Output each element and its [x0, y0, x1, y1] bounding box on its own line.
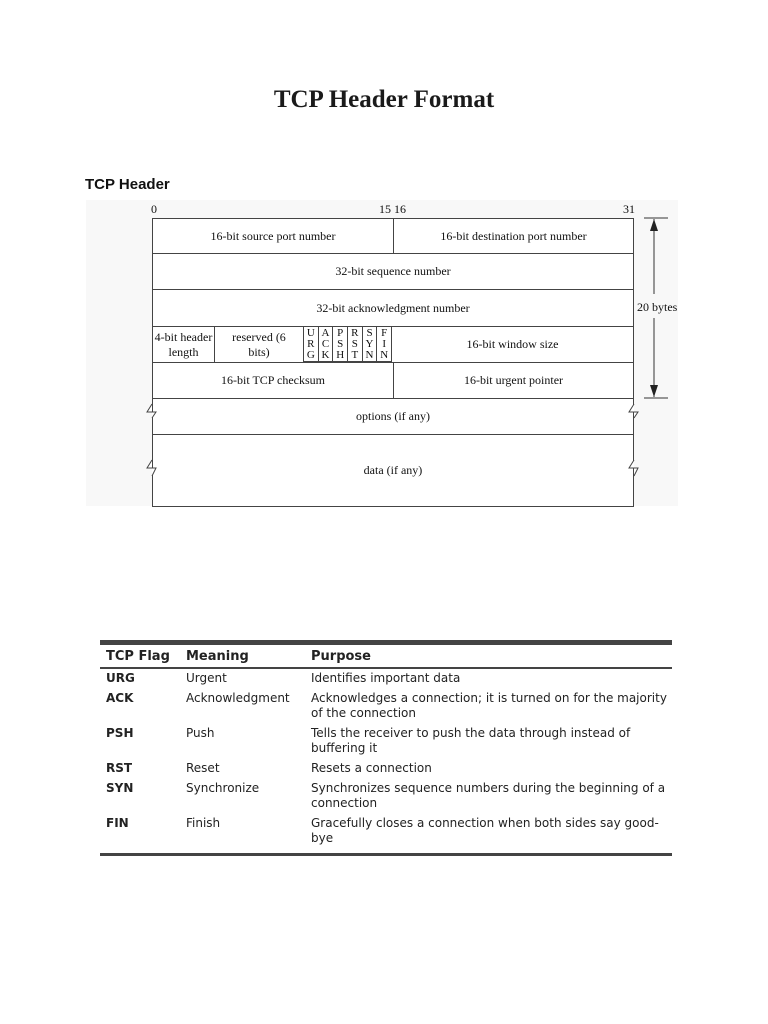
- window-size-field: [391, 326, 634, 363]
- sequence-label: 32-bit sequence number: [335, 264, 451, 278]
- checksum-label: 16-bit TCP checksum: [221, 373, 325, 387]
- table-row: [100, 724, 672, 759]
- table-row: [100, 689, 672, 724]
- flag-psh: P S H: [332, 327, 347, 361]
- table-row: [100, 814, 672, 849]
- flag-urg: U R G: [303, 327, 318, 361]
- header-meaning: Meaning: [186, 649, 249, 664]
- flags-group: [303, 326, 392, 362]
- reserved-label: reserved (6 bits): [232, 329, 286, 359]
- sequence-field: [152, 253, 634, 290]
- cell-meaning: Acknowledgment: [186, 691, 290, 705]
- header-purpose: Purpose: [311, 649, 371, 664]
- ack-number-field: [152, 289, 634, 327]
- source-port-label: 16-bit source port number: [210, 228, 336, 243]
- cell-purpose: Identifies important data: [311, 671, 461, 685]
- tcp-flags-table: [100, 640, 672, 856]
- section-label: TCP Header: [85, 176, 170, 193]
- cell-flag: ACK: [106, 691, 134, 705]
- flag-syn: S Y N: [362, 327, 377, 361]
- source-port-field: [152, 218, 394, 254]
- cell-meaning: Finish: [186, 816, 221, 830]
- bit-label-mid: 15 16: [379, 202, 406, 216]
- reserved-field: [214, 326, 304, 363]
- left-break-marks: [144, 402, 160, 482]
- flag-fin: F I N: [376, 327, 392, 361]
- data-field: [152, 434, 634, 507]
- cell-purpose: Gracefully closes a connection when both sides say good-bye: [311, 816, 659, 845]
- table-header: [100, 645, 672, 669]
- dest-port-label: 16-bit destination port number: [440, 228, 587, 243]
- cell-purpose: Resets a connection: [311, 761, 432, 775]
- cell-meaning: Synchronize: [186, 781, 260, 795]
- flag-ack: A C K: [318, 327, 333, 361]
- urgent-pointer-field: [393, 362, 634, 399]
- right-break-marks: [626, 402, 642, 482]
- size-label: 20 bytes: [637, 300, 678, 314]
- options-label: options (if any): [356, 409, 430, 423]
- cell-flag: PSH: [106, 726, 134, 740]
- flag-rst: R S T: [347, 327, 362, 361]
- urgent-pointer-label: 16-bit urgent pointer: [463, 373, 564, 387]
- header-flag: TCP Flag: [106, 649, 170, 664]
- header-length-field: [152, 326, 215, 363]
- cell-purpose: Acknowledges a connection; it is turned on for the majority of the connection: [311, 691, 667, 720]
- cell-flag: SYN: [106, 781, 134, 795]
- cell-flag: FIN: [106, 816, 129, 830]
- header-length-label: 4-bit header length: [154, 329, 213, 359]
- bit-label-end: 31: [623, 202, 635, 216]
- cell-purpose: Tells the receiver to push the data through instead of buffering it: [311, 726, 631, 755]
- cell-purpose: Synchronizes sequence numbers during the beginning of a connection: [311, 781, 666, 810]
- table-row: [100, 779, 672, 814]
- page-title: TCP Header Format: [273, 86, 495, 113]
- cell-meaning: Urgent: [186, 671, 227, 685]
- cell-meaning: Push: [186, 726, 215, 740]
- table-row: [100, 669, 672, 689]
- window-size-label: 16-bit window size: [466, 337, 559, 351]
- cell-flag: URG: [106, 671, 135, 685]
- table-bottom-rule: [100, 853, 672, 856]
- dest-port-field: [393, 218, 634, 254]
- options-field: [152, 398, 634, 435]
- data-label: data (if any): [363, 463, 423, 477]
- ack-number-label: 32-bit acknowledgment number: [316, 300, 470, 315]
- cell-flag: RST: [106, 761, 133, 775]
- checksum-field: [152, 362, 394, 399]
- cell-meaning: Reset: [186, 761, 220, 775]
- bit-label-start: 0: [151, 202, 157, 216]
- table-row: [100, 759, 672, 779]
